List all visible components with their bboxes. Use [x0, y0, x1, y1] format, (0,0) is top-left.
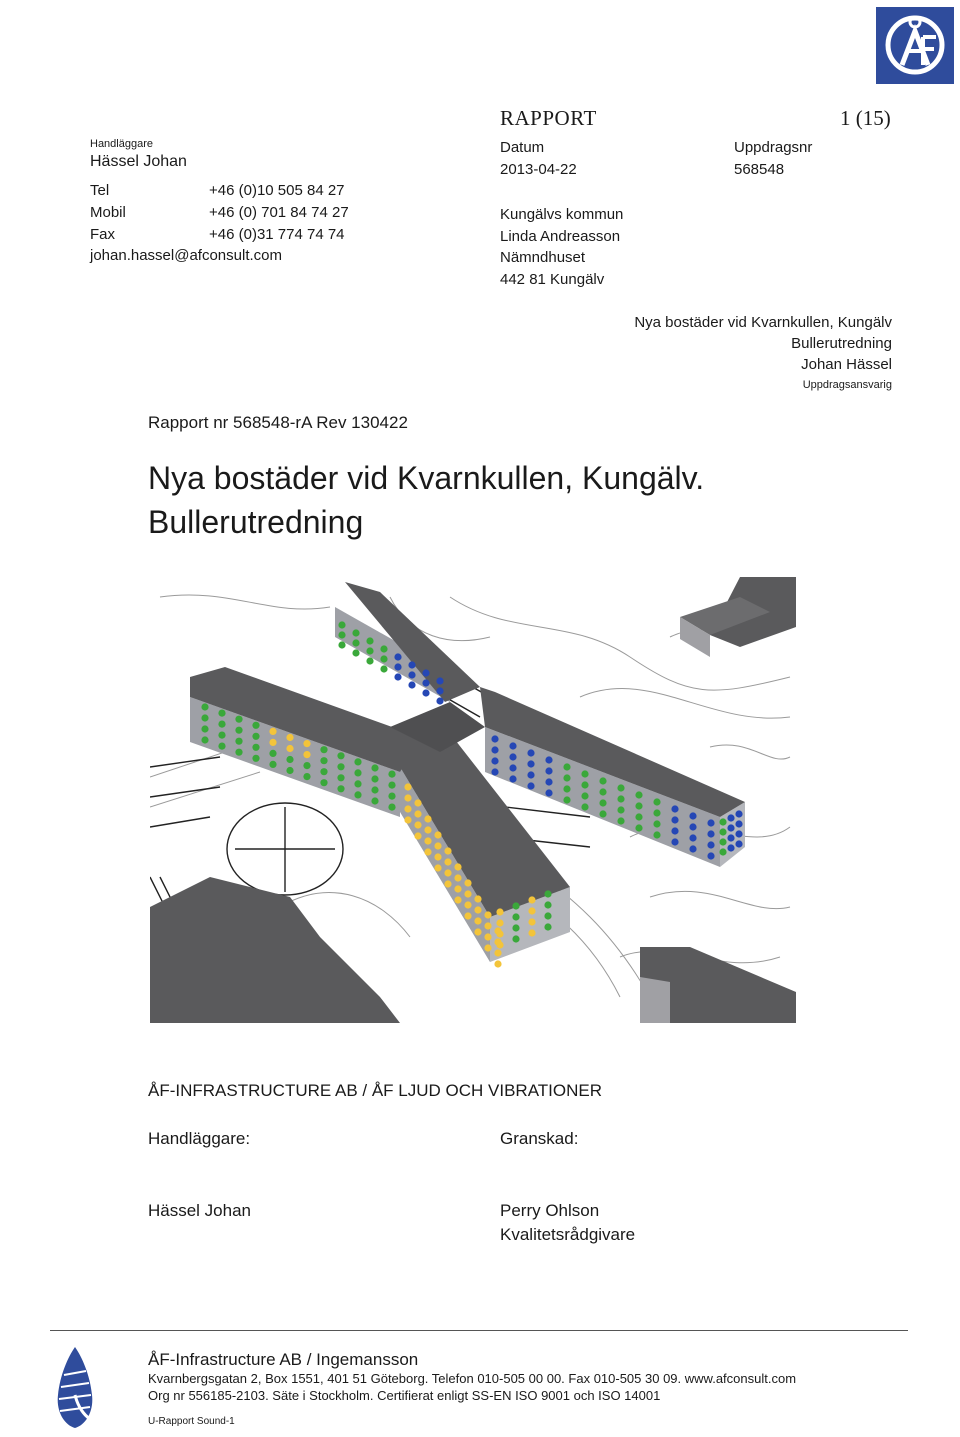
facade-marker	[235, 738, 242, 745]
facade-marker	[484, 922, 491, 929]
facade-marker	[599, 799, 606, 806]
facade-marker	[512, 902, 519, 909]
facade-marker	[286, 756, 293, 763]
facade-marker	[528, 907, 535, 914]
facade-marker	[434, 831, 441, 838]
facade-marker	[354, 758, 361, 765]
facade-marker	[528, 918, 535, 925]
uppdragsnr-label: Uppdragsnr	[734, 139, 813, 156]
facade-marker	[337, 763, 344, 770]
project-responsible: Johan Hässel	[801, 356, 892, 373]
facade-marker	[545, 756, 552, 763]
facade-marker	[689, 812, 696, 819]
facade-marker	[366, 657, 373, 664]
facade-marker	[414, 810, 421, 817]
facade-marker	[338, 641, 345, 648]
facade-marker	[635, 813, 642, 820]
signoff-handlaggare-name: Hässel Johan	[148, 1201, 252, 1220]
facade-marker	[496, 908, 503, 915]
af-logo	[876, 7, 954, 84]
facade-marker	[424, 826, 431, 833]
facade-marker	[380, 645, 387, 652]
facade-marker	[454, 885, 461, 892]
facade-marker	[352, 649, 359, 656]
facade-marker	[727, 814, 734, 821]
facade-marker	[509, 775, 516, 782]
facade-marker	[252, 733, 259, 740]
facade-marker	[380, 655, 387, 662]
project-name: Nya bostäder vid Kvarnkullen, Kungälv	[634, 314, 892, 331]
facade-marker	[366, 647, 373, 654]
facade-marker	[371, 775, 378, 782]
facade-marker	[320, 746, 327, 753]
facade-marker	[337, 785, 344, 792]
facade-marker	[235, 716, 242, 723]
facade-marker	[484, 944, 491, 951]
facade-marker	[394, 673, 401, 680]
facade-marker	[394, 653, 401, 660]
facade-marker	[735, 810, 742, 817]
facade-marker	[201, 736, 208, 743]
facade-marker	[218, 732, 225, 739]
facade-marker	[434, 842, 441, 849]
af-logo-icon	[876, 7, 954, 84]
facade-marker	[201, 714, 208, 721]
facade-marker	[414, 821, 421, 828]
facade-marker	[464, 879, 471, 886]
facade-marker	[474, 906, 481, 913]
facade-marker	[544, 912, 551, 919]
facade-marker	[653, 798, 660, 805]
facade-marker	[671, 827, 678, 834]
doc-type: RAPPORT	[500, 106, 597, 130]
facade-marker	[599, 810, 606, 817]
facade-marker	[735, 840, 742, 847]
facade-marker	[494, 960, 501, 967]
footer-company: ÅF-Infrastructure AB / Ingemansson	[148, 1350, 419, 1369]
facade-marker	[727, 834, 734, 841]
facade-marker	[424, 815, 431, 822]
facade-marker	[269, 728, 276, 735]
company-division: ÅF-INFRASTRUCTURE AB / ÅF LJUD OCH VIBRATIONER	[148, 1081, 603, 1100]
facade-marker	[454, 863, 461, 870]
facade-marker	[563, 785, 570, 792]
facade-marker	[371, 797, 378, 804]
facade-marker	[414, 799, 421, 806]
facade-marker	[371, 786, 378, 793]
facade-marker	[635, 791, 642, 798]
facade-marker	[464, 890, 471, 897]
facade-marker	[320, 768, 327, 775]
facade-marker	[338, 621, 345, 628]
facade-marker	[719, 818, 726, 825]
facade-marker	[653, 809, 660, 816]
contact-tel: Tel +46 (0)10 505 84 27	[90, 182, 345, 199]
facade-marker	[354, 780, 361, 787]
facade-marker	[434, 853, 441, 860]
facade-marker	[252, 755, 259, 762]
facade-marker	[474, 917, 481, 924]
building-illustration-svg	[150, 577, 796, 1023]
building-illustration	[150, 577, 796, 1023]
facade-marker	[707, 852, 714, 859]
facade-marker	[512, 935, 519, 942]
facade-marker	[527, 760, 534, 767]
recipient-line: Nämndhuset	[500, 249, 586, 266]
facade-marker	[735, 820, 742, 827]
facade-marker	[436, 677, 443, 684]
facade-marker	[727, 824, 734, 831]
facade-marker	[689, 834, 696, 841]
uppdragsnr-value: 568548	[734, 161, 785, 178]
facade-marker	[581, 781, 588, 788]
handlaggare-name: Hässel Johan	[90, 153, 187, 170]
email-link[interactable]: johan.hassel@afconsult.com	[90, 247, 282, 264]
project-subject: Bullerutredning	[791, 335, 892, 352]
facade-marker	[218, 721, 225, 728]
facade-marker	[444, 847, 451, 854]
facade-marker	[527, 749, 534, 756]
facade-marker	[527, 782, 534, 789]
facade-marker	[491, 768, 498, 775]
facade-marker	[491, 735, 498, 742]
facade-marker	[528, 929, 535, 936]
facade-marker	[408, 661, 415, 668]
facade-marker	[454, 896, 461, 903]
facade-marker	[509, 742, 516, 749]
facade-marker	[653, 820, 660, 827]
facade-marker	[235, 749, 242, 756]
facade-marker	[494, 949, 501, 956]
facade-marker	[436, 697, 443, 704]
facade-marker	[424, 837, 431, 844]
facade-marker	[404, 816, 411, 823]
facade-marker	[388, 782, 395, 789]
facade-marker	[366, 637, 373, 644]
facade-marker	[635, 802, 642, 809]
facade-marker	[496, 930, 503, 937]
facade-marker	[218, 710, 225, 717]
recipient-line: Kungälvs kommun	[500, 206, 624, 223]
facade-marker	[444, 858, 451, 865]
facade-marker	[719, 828, 726, 835]
facade-marker	[617, 806, 624, 813]
facade-marker	[671, 805, 678, 812]
facade-marker	[491, 757, 498, 764]
facade-marker	[689, 845, 696, 852]
facade-marker	[414, 832, 421, 839]
datum-value: 2013-04-22	[500, 161, 577, 178]
facade-marker	[444, 869, 451, 876]
facade-marker	[484, 911, 491, 918]
facade-marker	[444, 880, 451, 887]
facade-marker	[527, 771, 534, 778]
signoff-granskad-role: Kvalitetsrådgivare	[500, 1225, 636, 1244]
report-number: Rapport nr 568548-rA Rev 130422	[148, 413, 408, 432]
facade-marker	[544, 890, 551, 897]
footer-org: Org nr 556185-2103. Säte i Stockholm. Certifierat enligt SS-EN ISO 9001 och ISO 14001	[148, 1388, 661, 1403]
facade-marker	[352, 629, 359, 636]
report-title-line1: Nya bostäder vid Kvarnkullen, Kungälv.	[148, 460, 705, 496]
facade-marker	[218, 743, 225, 750]
facade-marker	[422, 679, 429, 686]
recipient-address	[500, 204, 623, 290]
facade-marker	[320, 757, 327, 764]
facade-marker	[422, 669, 429, 676]
facade-marker	[671, 816, 678, 823]
facade-marker	[635, 824, 642, 831]
facade-marker	[303, 762, 310, 769]
facade-marker	[581, 770, 588, 777]
facade-marker	[544, 901, 551, 908]
facade-marker	[491, 746, 498, 753]
facade-marker	[545, 789, 552, 796]
facade-marker	[286, 767, 293, 774]
facade-marker	[354, 769, 361, 776]
facade-marker	[496, 919, 503, 926]
facade-marker	[408, 671, 415, 678]
facade-marker	[388, 804, 395, 811]
footer-address: Kvarnbergsgatan 2, Box 1551, 401 51 Göteborg. Telefon 010-505 00 00. Fax 010-505 30 09. www.afconsult.com	[148, 1371, 797, 1386]
facade-marker	[320, 779, 327, 786]
facade-marker	[484, 933, 491, 940]
facade-marker	[581, 803, 588, 810]
contact-fax: Fax +46 (0)31 774 74 74	[90, 226, 345, 243]
shell-logo	[50, 1345, 100, 1430]
facade-marker	[617, 784, 624, 791]
signoff-granskad-label: Granskad:	[500, 1129, 579, 1148]
facade-marker	[735, 830, 742, 837]
facade-marker	[286, 745, 293, 752]
page-count: 1 (15)	[840, 106, 891, 130]
facade-marker	[394, 663, 401, 670]
facade-marker	[707, 830, 714, 837]
facade-marker	[719, 838, 726, 845]
footer-divider	[50, 1330, 908, 1331]
facade-marker	[252, 744, 259, 751]
signoff-handlaggare-label: Handläggare:	[148, 1129, 251, 1148]
facade-marker	[509, 753, 516, 760]
facade-marker	[404, 794, 411, 801]
facade-marker	[599, 788, 606, 795]
facade-marker	[454, 874, 461, 881]
facade-marker	[269, 750, 276, 757]
facade-marker	[436, 687, 443, 694]
facade-marker	[235, 727, 242, 734]
facade-marker	[424, 848, 431, 855]
facade-marker	[719, 848, 726, 855]
facade-marker	[707, 819, 714, 826]
facade-marker	[337, 752, 344, 759]
facade-marker	[303, 751, 310, 758]
facade-marker	[496, 941, 503, 948]
handlaggare-label: Handläggare	[90, 138, 153, 150]
facade-marker	[408, 681, 415, 688]
facade-marker	[337, 774, 344, 781]
recipient-line: 442 81 Kungälv	[500, 270, 605, 288]
facade-marker	[474, 895, 481, 902]
facade-marker	[563, 796, 570, 803]
facade-marker	[303, 773, 310, 780]
facade-marker	[434, 864, 441, 871]
facade-marker	[689, 823, 696, 830]
facade-marker	[404, 783, 411, 790]
facade-marker	[464, 901, 471, 908]
facade-marker	[528, 896, 535, 903]
facade-marker	[581, 792, 588, 799]
facade-marker	[653, 831, 660, 838]
facade-marker	[354, 791, 361, 798]
facade-marker	[371, 764, 378, 771]
datum-label: Datum	[500, 139, 545, 156]
facade-marker	[512, 924, 519, 931]
facade-marker	[707, 841, 714, 848]
contact-mobil: Mobil +46 (0) 701 84 74 27	[90, 204, 349, 221]
facade-marker	[671, 838, 678, 845]
facade-marker	[252, 722, 259, 729]
facade-marker	[544, 923, 551, 930]
facade-marker	[380, 665, 387, 672]
facade-marker	[617, 795, 624, 802]
facade-marker	[422, 689, 429, 696]
facade-marker	[388, 793, 395, 800]
facade-marker	[201, 703, 208, 710]
facade-marker	[388, 771, 395, 778]
facade-marker	[269, 761, 276, 768]
facade-marker	[545, 767, 552, 774]
facade-marker	[509, 764, 516, 771]
facade-marker	[727, 844, 734, 851]
facade-marker	[512, 913, 519, 920]
facade-marker	[269, 739, 276, 746]
facade-marker	[563, 774, 570, 781]
facade-marker	[617, 817, 624, 824]
facade-marker	[474, 928, 481, 935]
shell-logo-icon	[50, 1345, 100, 1430]
facade-marker	[545, 778, 552, 785]
facade-marker	[464, 912, 471, 919]
recipient-line: Linda Andreasson	[500, 227, 621, 245]
facade-marker	[303, 740, 310, 747]
facade-marker	[352, 639, 359, 646]
facade-marker	[201, 725, 208, 732]
facade-marker	[599, 777, 606, 784]
facade-marker	[404, 805, 411, 812]
project-block	[634, 312, 892, 396]
facade-marker	[338, 631, 345, 638]
facade-marker	[563, 763, 570, 770]
signoff-granskad-name: Perry Ohlson	[500, 1201, 600, 1220]
report-title-line2: Bullerutredning	[148, 504, 364, 540]
project-responsible-role: Uppdragsansvarig	[802, 379, 892, 391]
footer-template: U-Rapport Sound-1	[148, 1416, 235, 1427]
facade-marker	[286, 734, 293, 741]
